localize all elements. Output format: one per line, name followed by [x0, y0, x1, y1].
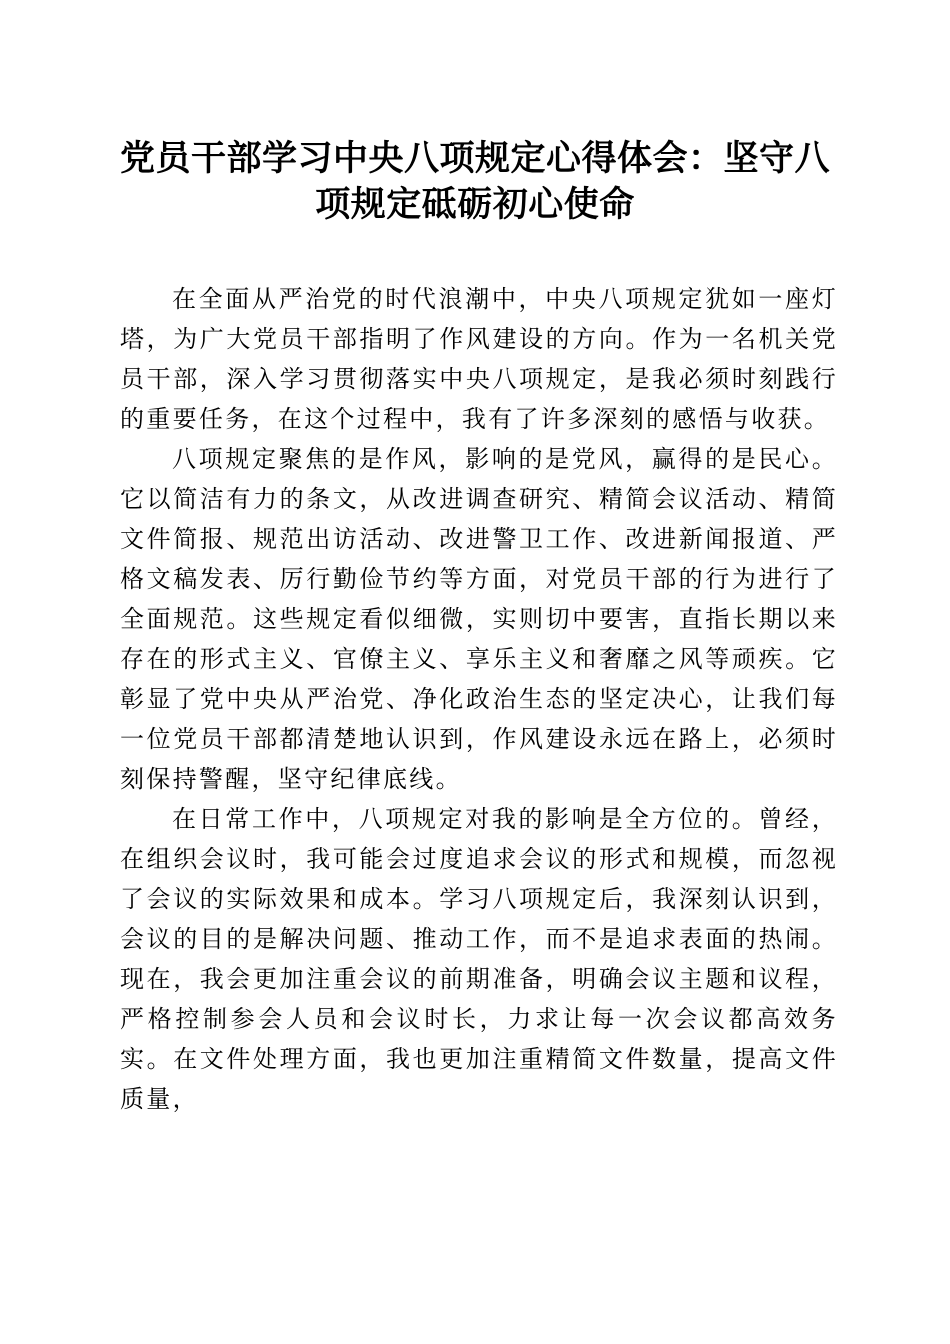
paragraph: 在全面从严治党的时代浪潮中，中央八项规定犹如一座灯塔，为广大党员干部指明了作风建设的方向。作为一名机关党员干部，深入学习贯彻落实中央八项规定，是我必须时刻践行的重要任务，在这个过程中，我有了许多深刻的感悟与收获。 [120, 285, 838, 433]
paragraph: 八项规定聚焦的是作风，影响的是党风，赢得的是民心。它以简洁有力的条文，从改进调查研究、精简会议活动、精简文件简报、规范出访活动、改进警卫工作、改进新闻报道、严格文稿发表、厉行勤俭节约等方面，对党员干部的行为进行了全面规范。这些规定看似细微，实则切中要害，直指长期以来存在的形式主义、官僚主义、享乐主义和奢靡之风等顽疾。它彰显了党中央从严治党、净化政治生态的坚定决心，让我们每一位党员干部都清楚地认识到，作风建设永远在路上，必须时刻保持警醒，坚守纪律底线。 [120, 445, 838, 793]
document-title: 党员干部学习中央八项规定心得体会：坚守八项规定砥砺初心使命 [119, 138, 830, 225]
paragraph: 在日常工作中，八项规定对我的影响是全方位的。曾经，在组织会议时，我可能会过度追求会议的形式和规模，而忽视了会议的实际效果和成本。学习八项规定后，我深刻认识到，会议的目的是解决问题、推动工作，而不是追求表面的热闹。现在，我会更加注重会议的前期准备，明确会议主题和议程，严格控制参会人员和会议时长，力求让每一次会议都高效务实。在文件处理方面，我也更加注重精简文件数量，提高文件质量， [120, 805, 838, 1113]
document-body [120, 279, 838, 1119]
